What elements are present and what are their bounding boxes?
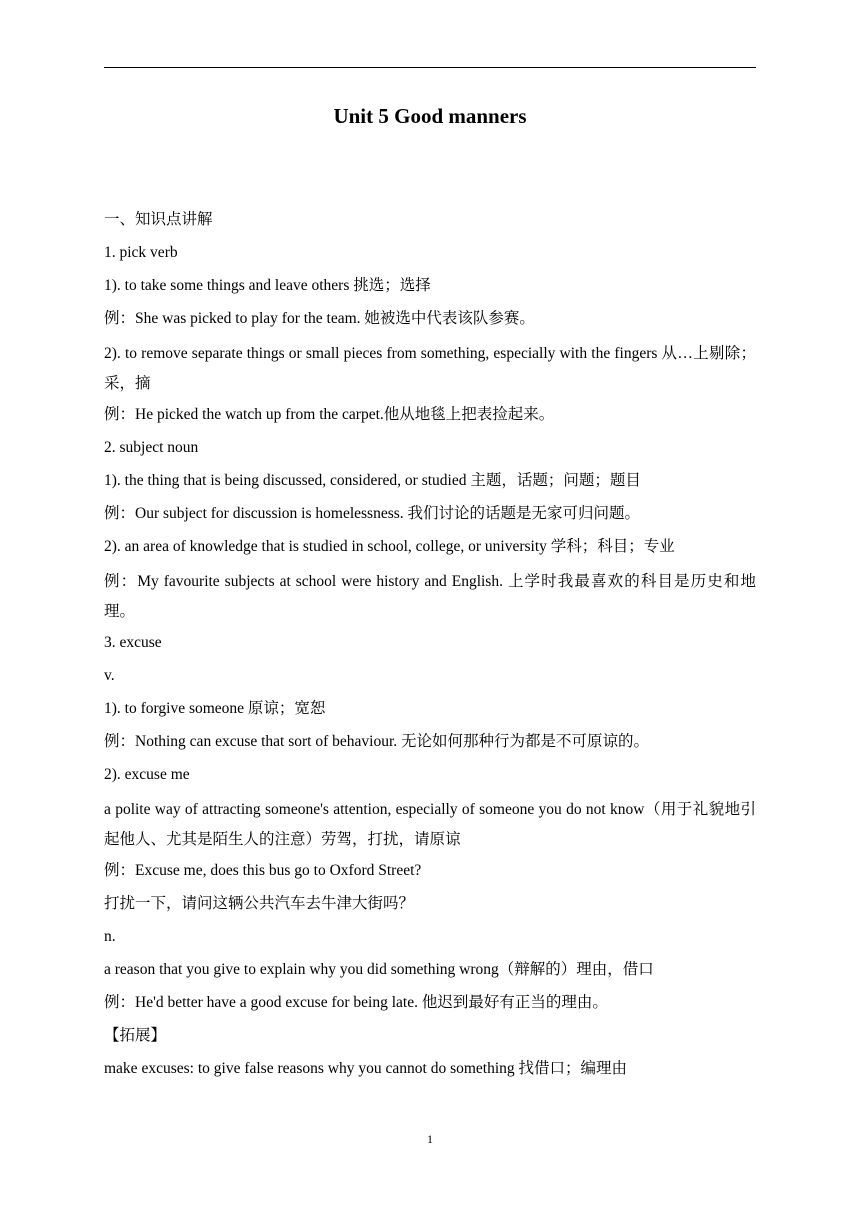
example-line: 例：Our subject for discussion is homelessness. 我们讨论的话题是无家可归问题。 <box>104 505 641 522</box>
sub-entry-heading: 2). excuse me <box>104 766 190 783</box>
definition-line: 1). to take some things and leave others 挑选；选择 <box>104 277 431 294</box>
example-line: 例：My favourite subjects at school were history and English. 上学时我最喜欢的科目是历史和地理。 <box>104 573 756 620</box>
extension-heading: 【拓展】 <box>104 1027 167 1044</box>
translation-line: 打扰一下，请问这辆公共汽车去牛津大街吗？ <box>104 895 415 912</box>
page-title: Unit 5 Good manners <box>333 104 527 128</box>
definition-line: a polite way of attracting someone's attention, especially of someone you do not know（用于礼貌地引起他人、尤其是陌生人的注意）劳驾，打扰，请原谅 <box>104 801 756 848</box>
example-line: 例：He picked the watch up from the carpet.他从地毯上把表捡起来。 <box>104 406 555 423</box>
entry-heading-excuse: 3. excuse <box>104 634 162 651</box>
section-heading: 一、知识点讲解 <box>104 211 213 228</box>
definition-line: 2). to remove separate things or small pieces from something, especially with the fingers 从…上剔除；采，摘 <box>104 345 756 392</box>
part-of-speech-label: v. <box>104 667 115 684</box>
definition-line: 1). the thing that is being discussed, considered, or studied 主题，话题；问题；题目 <box>104 472 641 489</box>
example-line: 例：Nothing can excuse that sort of behaviour. 无论如何那种行为都是不可原谅的。 <box>104 733 650 750</box>
document-body <box>104 207 756 1089</box>
definition-line: make excuses: to give false reasons why you cannot do something 找借口；编理由 <box>104 1060 628 1077</box>
page-number: 1 <box>427 1132 433 1146</box>
definition-line: a reason that you give to explain why you did something wrong（辩解的）理由，借口 <box>104 961 654 978</box>
definition-line: 2). an area of knowledge that is studied in school, college, or university 学科；科目；专业 <box>104 538 675 555</box>
header-rule <box>104 67 756 68</box>
example-line: 例：He'd better have a good excuse for being late. 他迟到最好有正当的理由。 <box>104 994 608 1011</box>
entry-heading-pick: 1. pick verb <box>104 244 178 261</box>
part-of-speech-label: n. <box>104 928 116 945</box>
definition-line: 1). to forgive someone 原谅；宽恕 <box>104 700 326 717</box>
example-line: 例：Excuse me, does this bus go to Oxford Street? <box>104 862 422 879</box>
example-line: 例：She was picked to play for the team. 她被选中代表该队参赛。 <box>104 310 535 327</box>
entry-heading-subject: 2. subject noun <box>104 439 199 456</box>
